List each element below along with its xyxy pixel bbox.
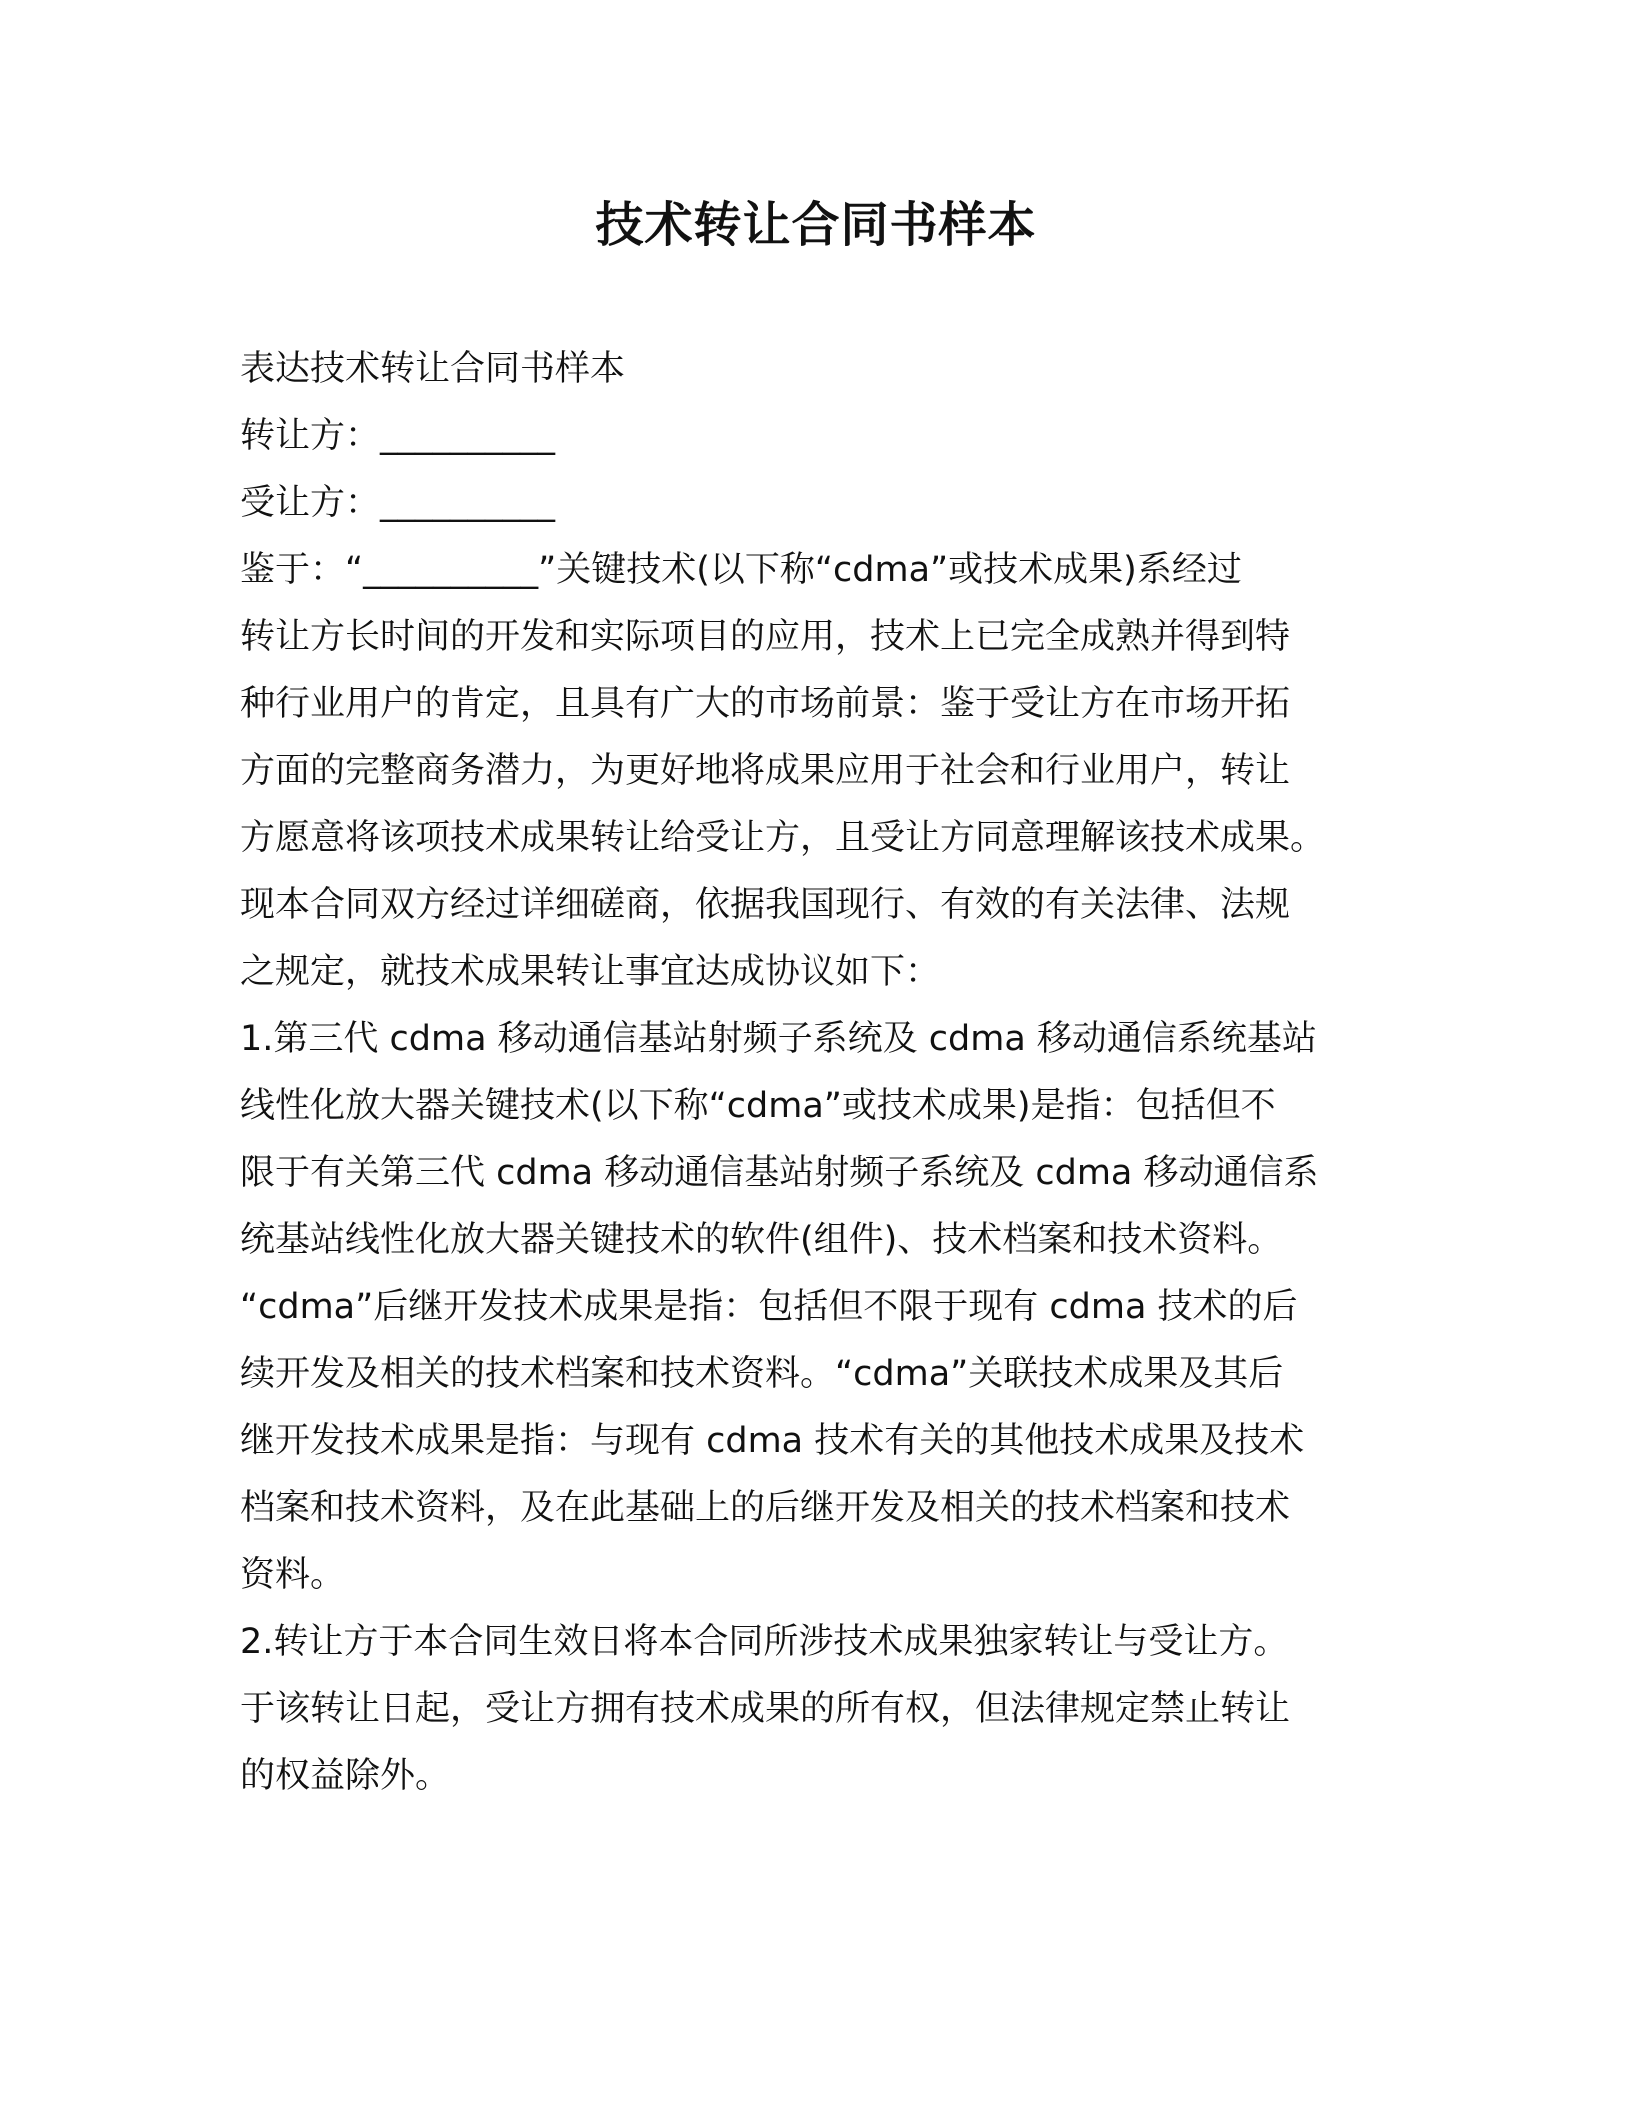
body-line: 现本合同双方经过详细磋商，依据我国现行、有效的有关法律、法规 [240, 885, 1291, 925]
body-line: 方面的完整商务潜力，为更好地将成果应用于社会和行业用户，转让 [240, 751, 1291, 791]
clause-1-line: 限于有关第三代 cdma 移动通信基站射频子系统及 cdma 移动通信系 [240, 1153, 1319, 1193]
clause-1-line: 线性化放大器关键技术(以下称“cdma”或技术成果)是指：包括但不 [240, 1086, 1276, 1126]
subtitle-line: 表达技术转让合同书样本 [240, 349, 626, 389]
body-line: 种行业用户的肯定，且具有广大的市场前景：鉴于受让方在市场开拓 [240, 684, 1291, 724]
clause-2-line: 2.转让方于本合同生效日将本合同所涉技术成果独家转让与受让方。 [240, 1622, 1289, 1662]
clause-1-line: 1.第三代 cdma 移动通信基站射频子系统及 cdma 移动通信系统基站 [240, 1019, 1317, 1059]
clause-2-line: 的权益除外。 [240, 1756, 451, 1796]
clause-1-line: 统基站线性化放大器关键技术的软件(组件)、技术档案和技术资料。 [240, 1220, 1283, 1260]
body-line: 方愿意将该项技术成果转让给受让方，且受让方同意理解该技术成果。 [240, 818, 1326, 858]
body-line: 鉴于：“__________”关键技术(以下称“cdma”或技术成果)系经过 [240, 550, 1242, 590]
body-line: 之规定，就技术成果转让事宜达成协议如下： [240, 952, 941, 992]
body-line: 转让方长时间的开发和实际项目的应用，技术上已完全成熟并得到特 [240, 617, 1291, 657]
transferor-line: 转让方：__________ [240, 416, 556, 456]
clause-2-line: 于该转让日起，受让方拥有技术成果的所有权，但法律规定禁止转让 [240, 1689, 1291, 1729]
clause-1-line: 继开发技术成果是指：与现有 cdma 技术有关的其他技术成果及技术 [240, 1421, 1305, 1461]
clause-1-line: 资料。 [240, 1555, 346, 1595]
clause-1-line: “cdma”后继开发技术成果是指：包括但不限于现有 cdma 技术的后 [240, 1287, 1298, 1327]
clause-1-line: 续开发及相关的技术档案和技术资料。“cdma”关联技术成果及其后 [240, 1354, 1284, 1394]
document-body [240, 336, 1390, 1810]
document-title: 技术转让合同书样本 [595, 197, 1037, 253]
clause-1-line: 档案和技术资料，及在此基础上的后继开发及相关的技术档案和技术 [240, 1488, 1291, 1528]
transferee-line: 受让方：__________ [240, 483, 556, 523]
